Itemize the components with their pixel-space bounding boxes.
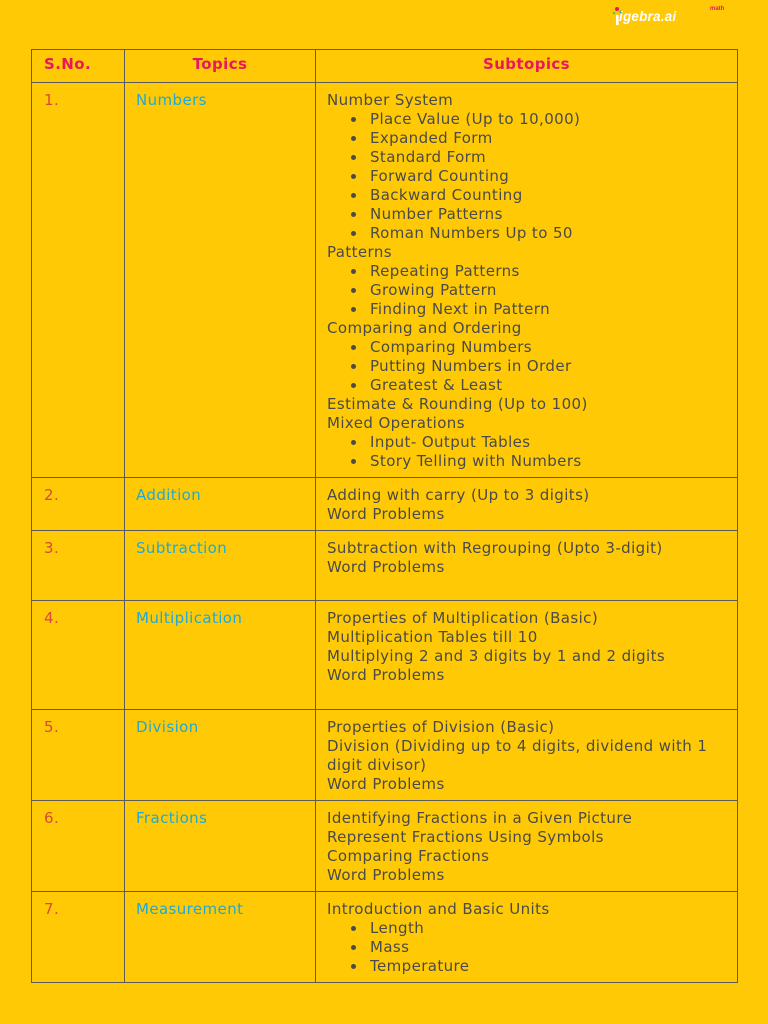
subtopic-item <box>327 505 727 524</box>
subtopic-label: Adding with carry (Up to 3 digits) <box>327 486 590 504</box>
subtopics-cell <box>316 478 738 531</box>
brand-name: igebra.ai <box>619 9 677 24</box>
bullet-list <box>327 110 727 243</box>
subtopic-label: Word Problems <box>327 666 445 684</box>
bullet-item: Growing Pattern <box>351 281 727 300</box>
subtopic-list <box>327 91 727 471</box>
subtopic-item <box>327 647 727 666</box>
subtopic-label: Properties of Multiplication (Basic) <box>327 609 599 627</box>
subtopics-cell <box>316 601 738 710</box>
column-header-subtopics: Subtopics <box>316 50 738 83</box>
table-row <box>32 801 738 892</box>
brand-superscript: math <box>710 6 725 12</box>
subtopic-item <box>327 666 727 685</box>
row-number: 3. <box>32 531 125 601</box>
bullet-list <box>327 338 727 395</box>
bullet-item: Number Patterns <box>351 205 727 224</box>
bullet-item: Place Value (Up to 10,000) <box>351 110 727 129</box>
bullet-item: Standard Form <box>351 148 727 167</box>
subtopic-label: Number System <box>327 91 454 109</box>
subtopic-list <box>327 609 727 685</box>
subtopic-label: Identifying Fractions in a Given Picture <box>327 809 633 827</box>
topic-name: Multiplication <box>125 601 316 710</box>
subtopic-label: Word Problems <box>327 775 445 793</box>
bullet-item: Temperature <box>351 957 727 976</box>
bullet-item: Mass <box>351 938 727 957</box>
table-row <box>32 892 738 983</box>
subtopic-item <box>327 243 727 319</box>
subtopic-item <box>327 847 727 866</box>
table-row <box>32 601 738 710</box>
bullet-item: Story Telling with Numbers <box>351 452 727 471</box>
bullet-item: Forward Counting <box>351 167 727 186</box>
subtopic-item <box>327 900 727 976</box>
topic-name: Numbers <box>125 83 316 478</box>
subtopic-label: Word Problems <box>327 866 445 884</box>
subtopics-cell <box>316 892 738 983</box>
subtopic-label: Estimate & Rounding (Up to 100) <box>327 395 588 413</box>
row-number: 1. <box>32 83 125 478</box>
row-number: 6. <box>32 801 125 892</box>
subtopic-item <box>327 809 727 828</box>
bullet-list <box>327 433 727 471</box>
bullet-item: Expanded Form <box>351 129 727 148</box>
subtopic-item <box>327 866 727 885</box>
subtopic-item <box>327 718 727 737</box>
subtopics-cell <box>316 710 738 801</box>
subtopic-item <box>327 609 727 628</box>
subtopic-label: Word Problems <box>327 558 445 576</box>
row-number: 5. <box>32 710 125 801</box>
topic-name: Division <box>125 710 316 801</box>
bullet-list <box>327 919 727 976</box>
table-row <box>32 710 738 801</box>
table-row <box>32 531 738 601</box>
subtopic-label: Multiplication Tables till 10 <box>327 628 538 646</box>
row-number: 2. <box>32 478 125 531</box>
subtopic-item <box>327 558 727 577</box>
bullet-item: Putting Numbers in Order <box>351 357 727 376</box>
bullet-item: Greatest & Least <box>351 376 727 395</box>
bullet-item: Backward Counting <box>351 186 727 205</box>
subtopics-cell <box>316 801 738 892</box>
subtopic-item <box>327 319 727 395</box>
subtopic-item <box>327 414 727 471</box>
table-header-row <box>32 50 738 83</box>
syllabus-table <box>31 49 738 983</box>
subtopic-item <box>327 91 727 243</box>
subtopic-list <box>327 809 727 885</box>
bullet-item: Comparing Numbers <box>351 338 727 357</box>
subtopics-cell <box>316 83 738 478</box>
subtopic-list <box>327 900 727 976</box>
row-number: 7. <box>32 892 125 983</box>
table-row <box>32 478 738 531</box>
subtopic-item <box>327 486 727 505</box>
bullet-item: Finding Next in Pattern <box>351 300 727 319</box>
subtopic-item <box>327 737 727 775</box>
subtopic-list <box>327 486 727 524</box>
table-body <box>32 83 738 983</box>
bullet-item: Length <box>351 919 727 938</box>
subtopic-list <box>327 718 727 794</box>
subtopic-label: Comparing and Ordering <box>327 319 522 337</box>
subtopic-label: Word Problems <box>327 505 445 523</box>
subtopic-list <box>327 539 727 577</box>
bullet-list <box>327 262 727 319</box>
subtopic-label: Properties of Division (Basic) <box>327 718 555 736</box>
column-header-topics: Topics <box>125 50 316 83</box>
subtopic-label: Mixed Operations <box>327 414 465 432</box>
subtopic-label: Introduction and Basic Units <box>327 900 550 918</box>
subtopic-label: Represent Fractions Using Symbols <box>327 828 604 846</box>
subtopic-item <box>327 828 727 847</box>
table-row <box>32 83 738 478</box>
subtopic-label: Patterns <box>327 243 392 261</box>
bullet-item: Input- Output Tables <box>351 433 727 452</box>
topic-name: Fractions <box>125 801 316 892</box>
bullet-item: Roman Numbers Up to 50 <box>351 224 727 243</box>
subtopic-label: Comparing Fractions <box>327 847 490 865</box>
row-number: 4. <box>32 601 125 710</box>
subtopic-label: Multiplying 2 and 3 digits by 1 and 2 digits <box>327 647 666 665</box>
topic-name: Addition <box>125 478 316 531</box>
subtopics-cell <box>316 531 738 601</box>
column-header-sno: S.No. <box>32 50 125 83</box>
subtopic-item <box>327 775 727 794</box>
subtopic-label: Subtraction with Regrouping (Upto 3-digit) <box>327 539 663 557</box>
topic-name: Measurement <box>125 892 316 983</box>
subtopic-item <box>327 539 727 558</box>
bullet-item: Repeating Patterns <box>351 262 727 281</box>
subtopic-item <box>327 628 727 647</box>
subtopic-item <box>327 395 727 414</box>
subtopic-label: Division (Dividing up to 4 digits, dividend with 1 digit divisor) <box>327 737 708 774</box>
topic-name: Subtraction <box>125 531 316 601</box>
brand-logo <box>611 4 741 30</box>
